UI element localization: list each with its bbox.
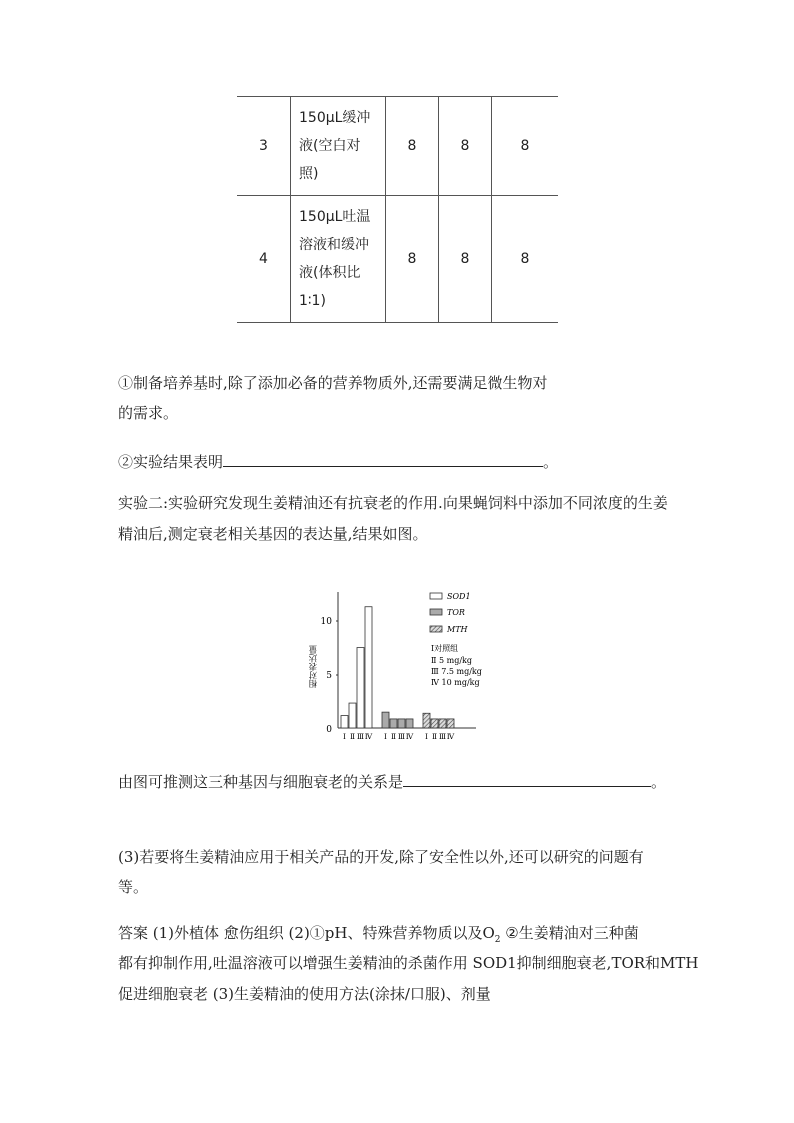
x-tick-label: Ⅳ [405,732,414,741]
inference-prefix: 由图可推测这三种基因与细胞衰老的关系是 [118,773,404,791]
group-id: 3 [237,97,291,196]
answer-line-1 [118,922,639,951]
value-cell: 8 [439,196,492,323]
x-tick-label: Ⅲ [397,732,406,741]
x-tick-label: Ⅳ [364,732,373,741]
legend-note: Ⅰ对照组 [431,644,459,653]
x-tick-labels [343,732,455,741]
value-cell: 8 [439,97,492,196]
answer-line-2: 都有抑制作用,吐温溶液可以增强生姜精油的杀菌作用 SOD1抑制细胞衰老,TOR和MTH [118,954,699,972]
answer-line-3: 促进细胞衰老 (3)生姜精油的使用方法(涂抹/口服)、剂量 [118,985,491,1003]
y-tick-label: 10 [320,617,332,627]
experiment-table [237,96,558,323]
desc-line: 150μL缓冲 [299,110,371,126]
legend-swatch-sod1 [430,593,442,599]
group-description [291,196,386,323]
question-3-line-2: 等。 [118,878,149,896]
bar-tor-2 [390,719,397,728]
question-2-prefix: ②实验结果表明 [118,453,224,471]
bar-tor-4 [406,719,413,728]
bar-mth-4 [447,719,454,728]
bar-tor-1 [382,712,389,728]
legend-label-tor: TOR [447,608,465,617]
value-cell: 8 [492,196,559,323]
table-row [237,196,558,323]
answer-blank[interactable] [223,450,543,467]
x-tick-label: Ⅳ [446,732,455,741]
y-axis-label: 相对表达量 [309,645,319,688]
y-tick-label: 5 [326,671,332,681]
x-tick-label: Ⅰ [425,732,428,741]
desc-line: 液(空白对 [299,138,361,154]
legend-note: Ⅳ 10 mg/kg [431,678,480,687]
x-tick-label: Ⅰ [384,732,387,741]
answer-blank[interactable] [403,770,651,787]
x-tick-label: Ⅲ [438,732,447,741]
question-3-line-1: (3)若要将生姜精油应用于相关产品的开发,除了安全性以外,还可以研究的问题有 [118,848,644,866]
answer-text: 答案 (1)外植体 愈伤组织 (2)①pH、特殊营养物质以及O [118,924,495,942]
desc-line: 溶液和缓冲 [299,237,369,253]
value-cell: 8 [492,97,559,196]
inference-question [118,770,666,793]
answer-text: ②生姜精油对三种菌 [500,924,639,942]
value-cell: 8 [386,196,439,323]
experiment-2-line-2: 精油后,测定衰老相关基因的表达量,结果如图。 [118,525,428,543]
bar-sod1-3 [357,648,364,728]
gene-expression-chart [300,584,500,746]
answer-subscript: 2 [494,935,501,945]
bar-tor-3 [398,719,405,728]
table-row [237,97,558,196]
bar-sod1-2 [349,703,356,728]
bar-mth-3 [439,719,446,728]
question-1-line-2: 的需求。 [118,404,179,422]
group-description [291,97,386,196]
desc-line: 照) [299,166,319,182]
legend-note: Ⅲ 7.5 mg/kg [431,667,482,676]
legend-label-sod1: SOD1 [447,592,471,601]
value-cell: 8 [386,97,439,196]
experiment-2-line-1: 实验二:实验研究发现生姜精油还有抗衰老的作用.向果蝇饲料中添加不同浓度的生姜 [118,494,668,512]
desc-line: 液(体积比 [299,265,361,281]
legend-swatch-mth [430,626,442,632]
inference-suffix: 。 [651,773,667,791]
bar-mth-2 [431,719,438,728]
x-tick-label: Ⅰ [343,732,346,741]
legend-label-mth: MTH [447,625,468,634]
question-2-suffix: 。 [543,453,559,471]
desc-line: 150μL吐温 [299,209,371,225]
group-id: 4 [237,196,291,323]
x-tick-label: Ⅱ [390,732,397,741]
desc-line: 1∶1) [299,293,326,309]
x-tick-label: Ⅱ [431,732,438,741]
legend-note: Ⅱ 5 mg/kg [431,656,472,665]
question-2 [118,450,558,473]
legend-swatch-tor [430,609,442,615]
bar-sod1-1 [341,716,348,728]
question-1-line-1: ①制备培养基时,除了添加必备的营养物质外,还需要满足微生物对 [118,374,548,392]
bar-mth-1 [423,713,430,728]
bar-sod1-4 [365,607,372,728]
x-tick-label: Ⅲ [356,732,365,741]
x-tick-label: Ⅱ [349,732,356,741]
y-tick-label: 0 [326,725,332,735]
